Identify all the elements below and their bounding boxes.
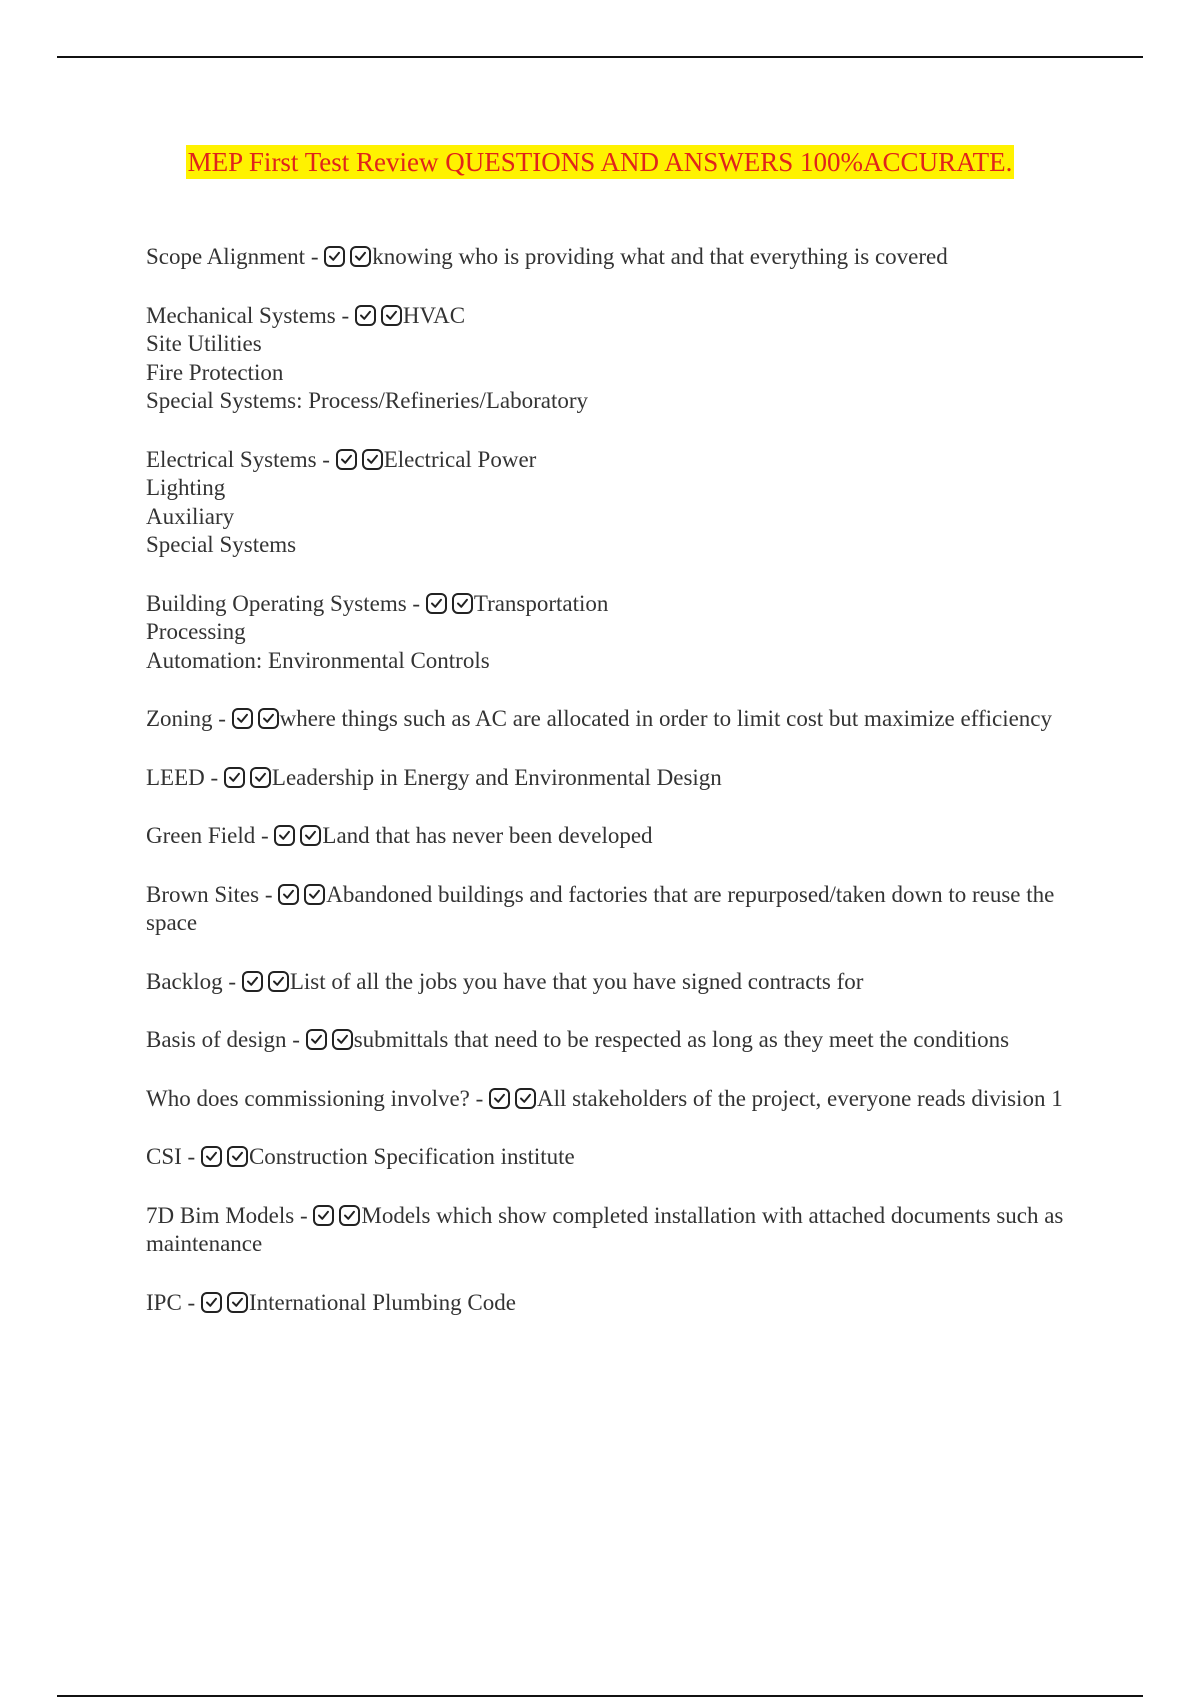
checkbox-checked-icon — [336, 449, 357, 470]
answer-text: Fire Protection — [146, 359, 284, 385]
answer-line — [146, 647, 1091, 676]
answer-text: Auxiliary — [146, 503, 235, 529]
answer-text: International Plumbing Code — [248, 1289, 516, 1315]
document-title: MEP First Test Review QUESTIONS AND ANSWERS 100%ACCURATE. — [187, 147, 1013, 177]
answer-text: Construction Specification institute — [248, 1144, 575, 1169]
qa-first-line — [146, 1085, 1091, 1114]
qa-entry — [146, 243, 1091, 272]
checkbox-checked-icon — [339, 1205, 360, 1226]
question-term: Brown Sites - — [146, 881, 279, 907]
qa-first-line — [146, 1143, 1091, 1172]
answer-text: Special Systems — [146, 532, 297, 557]
checkbox-checked-icon — [306, 1029, 327, 1050]
question-term: Mechanical Systems - — [146, 302, 355, 328]
qa-entry — [146, 1202, 1091, 1259]
answer-text: HVAC — [402, 302, 466, 328]
title-container — [0, 145, 1200, 179]
question-term: Electrical Systems - — [146, 446, 336, 472]
qa-first-line — [146, 243, 1091, 272]
checkbox-checked-icon — [304, 884, 325, 905]
qa-first-line — [146, 968, 1091, 997]
qa-first-line — [146, 822, 1091, 851]
qa-first-line — [146, 302, 1091, 331]
checkbox-checked-icon — [300, 825, 321, 846]
question-term: IPC - — [146, 1289, 201, 1315]
answer-text: Land that has never been developed — [322, 823, 653, 848]
checkbox-checked-icon — [278, 884, 299, 905]
checkbox-checked-icon — [258, 708, 279, 729]
checkbox-checked-icon — [274, 825, 295, 846]
checkbox-checked-icon — [332, 1029, 353, 1050]
checkbox-checked-icon — [250, 767, 271, 788]
checkbox-checked-icon — [426, 593, 447, 614]
answer-text: Models which show completed installation with attached documents such as maintenance — [146, 1202, 1064, 1256]
qa-first-line — [146, 881, 1091, 938]
answer-line — [146, 503, 1091, 532]
qa-entry — [146, 1026, 1091, 1055]
qa-first-line — [146, 1202, 1091, 1259]
checkbox-checked-icon — [227, 1146, 248, 1167]
answer-line — [146, 359, 1091, 388]
qa-first-line — [146, 764, 1091, 793]
qa-entry — [146, 705, 1091, 734]
answer-line — [146, 474, 1091, 503]
checkbox-checked-icon — [355, 305, 376, 326]
answer-text: Automation: Environmental Controls — [146, 647, 490, 673]
question-term: Building Operating Systems - — [146, 590, 426, 616]
answer-text: List of all the jobs you have that you have signed contracts for — [289, 968, 864, 994]
question-term: Basis of design - — [146, 1027, 306, 1052]
checkbox-checked-icon — [452, 593, 473, 614]
question-term: 7D Bim Models - — [146, 1202, 314, 1228]
question-term: LEED - — [146, 764, 224, 790]
answer-text: Electrical Power — [383, 446, 537, 472]
qa-first-line — [146, 705, 1091, 734]
qa-entry — [146, 590, 1091, 676]
checkbox-checked-icon — [489, 1088, 510, 1109]
answer-text: Lighting — [146, 475, 226, 500]
qa-entry — [146, 968, 1091, 997]
checkbox-checked-icon — [381, 305, 402, 326]
qa-entry — [146, 446, 1091, 560]
question-term: Who does commissioning involve? - — [146, 1085, 490, 1111]
answer-text: Leadership in Energy and Environmental Design — [271, 764, 722, 790]
checkbox-checked-icon — [224, 767, 245, 788]
qa-first-line — [146, 1026, 1091, 1055]
answer-text: Site Utilities — [146, 331, 262, 356]
checkbox-checked-icon — [227, 1292, 248, 1313]
question-term: CSI - — [146, 1144, 201, 1169]
qa-entry — [146, 302, 1091, 416]
answer-line — [146, 618, 1091, 647]
qa-first-line — [146, 590, 1091, 619]
header-rule — [57, 56, 1143, 58]
checkbox-checked-icon — [242, 971, 263, 992]
answer-text: Processing — [146, 619, 246, 644]
answer-text: All stakeholders of the project, everyone reads division 1 — [537, 1085, 1063, 1111]
footer-rule — [57, 1695, 1143, 1697]
checkbox-checked-icon — [268, 971, 289, 992]
qa-list — [146, 243, 1091, 1347]
checkbox-checked-icon — [201, 1292, 222, 1313]
qa-entry — [146, 881, 1091, 938]
question-term: Scope Alignment - — [146, 244, 325, 269]
answer-text: Abandoned buildings and factories that are repurposed/taken down to reuse the space — [146, 881, 1055, 935]
qa-entry — [146, 822, 1091, 851]
checkbox-checked-icon — [232, 708, 253, 729]
answer-text: where things such as AC are allocated in order to limit cost but maximize efficiency — [279, 706, 1053, 731]
answer-line — [146, 531, 1091, 560]
checkbox-checked-icon — [362, 449, 383, 470]
qa-entry — [146, 764, 1091, 793]
qa-entry — [146, 1289, 1091, 1318]
question-term: Backlog - — [146, 968, 242, 994]
qa-first-line — [146, 1289, 1091, 1318]
answer-text: Transportation — [473, 590, 609, 616]
answer-line — [146, 330, 1091, 359]
checkbox-checked-icon — [313, 1205, 334, 1226]
answer-text: knowing who is providing what and that everything is covered — [372, 244, 948, 269]
answer-line — [146, 387, 1091, 416]
checkbox-checked-icon — [324, 246, 345, 267]
qa-entry — [146, 1143, 1091, 1172]
qa-entry — [146, 1085, 1091, 1114]
qa-first-line — [146, 446, 1091, 475]
checkbox-checked-icon — [515, 1088, 536, 1109]
checkbox-checked-icon — [201, 1146, 222, 1167]
answer-text: submittals that need to be respected as long as they meet the conditions — [353, 1027, 1010, 1052]
checkbox-checked-icon — [350, 246, 371, 267]
question-term: Zoning - — [146, 706, 232, 731]
question-term: Green Field - — [146, 823, 275, 848]
answer-text: Special Systems: Process/Refineries/Laboratory — [146, 388, 589, 413]
